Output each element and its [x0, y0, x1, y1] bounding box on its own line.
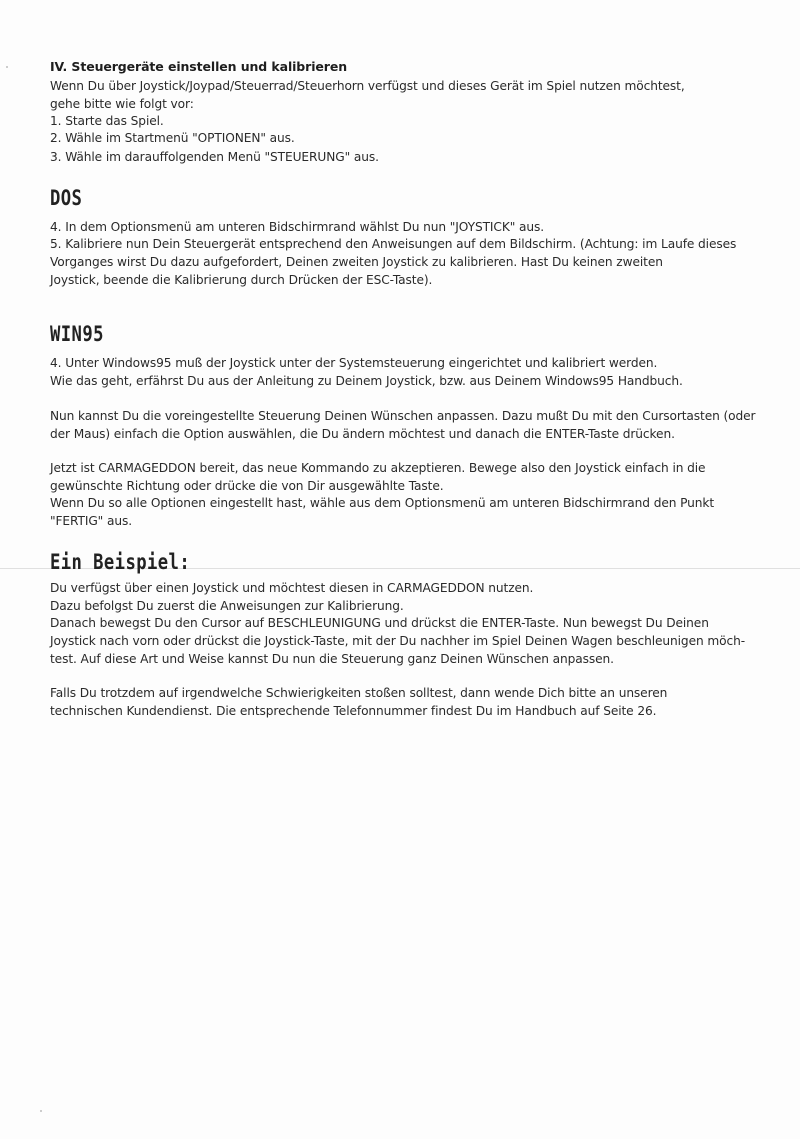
- example-line-6: Falls Du trotzdem auf irgendwelche Schwierigkeiten stoßen solltest, dann wende Dich bitte an unseren: [50, 686, 668, 700]
- scan-dot: [40, 1110, 42, 1112]
- scan-dot: [6, 66, 8, 68]
- dos-line-2: 5. Kalibriere nun Dein Steuergerät entsprechend den Anweisungen auf dem Bildschirm. (Achtung: im Laufe dieses: [50, 237, 737, 251]
- win95-heading: WIN95: [50, 322, 104, 346]
- example-line-2: Dazu befolgst Du zuerst die Anweisungen zur Kalibrierung.: [50, 599, 404, 613]
- step-3: 3. Wähle im darauffolgenden Menü "STEUERUNG" aus.: [50, 150, 379, 164]
- intro-line-2: gehe bitte wie folgt vor:: [50, 97, 194, 111]
- example-line-4: Joystick nach vorn oder drückst die Joystick-Taste, mit der Du nachher im Spiel Deinen Wagen beschleunigen möch-: [50, 634, 746, 648]
- example-line-5: test. Auf diese Art und Weise kannst Du nun die Steuerung ganz Deinen Wünschen anpassen.: [50, 652, 614, 666]
- example-line-3: Danach bewegst Du den Cursor auf BESCHLEUNIGUNG und drückst die ENTER-Taste. Nun bewegst Du Deinen: [50, 616, 709, 630]
- intro-line-1: Wenn Du über Joystick/Joypad/Steuerrad/Steuerhorn verfügst und dieses Gerät im Spiel nutzen möchtest,: [50, 79, 685, 93]
- example-line-7: technischen Kundendienst. Die entsprechende Telefonnummer findest Du im Handbuch auf Seite 26.: [50, 704, 657, 718]
- dos-line-1: 4. In dem Optionsmenü am unteren Bidschirmrand wählst Du nun "JOYSTICK" aus.: [50, 220, 545, 234]
- step-1: 1. Starte das Spiel.: [50, 114, 164, 128]
- win95-line-2: Wie das geht, erfährst Du aus der Anleitung zu Deinem Joystick, bzw. aus Deinem Windows95 Handbuch.: [50, 374, 683, 388]
- dos-line-4: Joystick, beende die Kalibrierung durch Drücken der ESC-Taste).: [50, 273, 433, 287]
- step-2: 2. Wähle im Startmenü "OPTIONEN" aus.: [50, 131, 295, 145]
- win95-line-7: Wenn Du so alle Optionen eingestellt hast, wähle aus dem Optionsmenü am unteren Bidschirmrand den Punkt: [50, 496, 715, 510]
- win95-line-8: "FERTIG" aus.: [50, 514, 132, 528]
- win95-line-4: der Maus) einfach die Option auswählen, die Du ändern möchtest und danach die ENTER-Taste drücken.: [50, 427, 675, 441]
- example-heading: Ein Beispiel:: [50, 550, 191, 574]
- example-line-1: Du verfügst über einen Joystick und möchtest diesen in CARMAGEDDON nutzen.: [50, 581, 534, 595]
- win95-line-3: Nun kannst Du die voreingestellte Steuerung Deinen Wünschen anpassen. Dazu mußt Du mit den Cursortasten (oder: [50, 409, 756, 423]
- dos-heading: DOS: [50, 186, 83, 210]
- dos-line-3: Vorganges wirst Du dazu aufgefordert, Deinen zweiten Joystick zu kalibrieren. Hast Du keinen zweiten: [50, 255, 663, 269]
- section-title: IV. Steuergeräte einstellen und kalibrieren: [50, 59, 348, 74]
- win95-line-1: 4. Unter Windows95 muß der Joystick unter der Systemsteuerung eingerichtet und kalibriert werden.: [50, 356, 658, 370]
- win95-line-6: gewünschte Richtung oder drücke die von Dir ausgewählte Taste.: [50, 479, 444, 493]
- win95-line-5: Jetzt ist CARMAGEDDON bereit, das neue Kommando zu akzeptieren. Bewege also den Joystick einfach in die: [50, 461, 706, 475]
